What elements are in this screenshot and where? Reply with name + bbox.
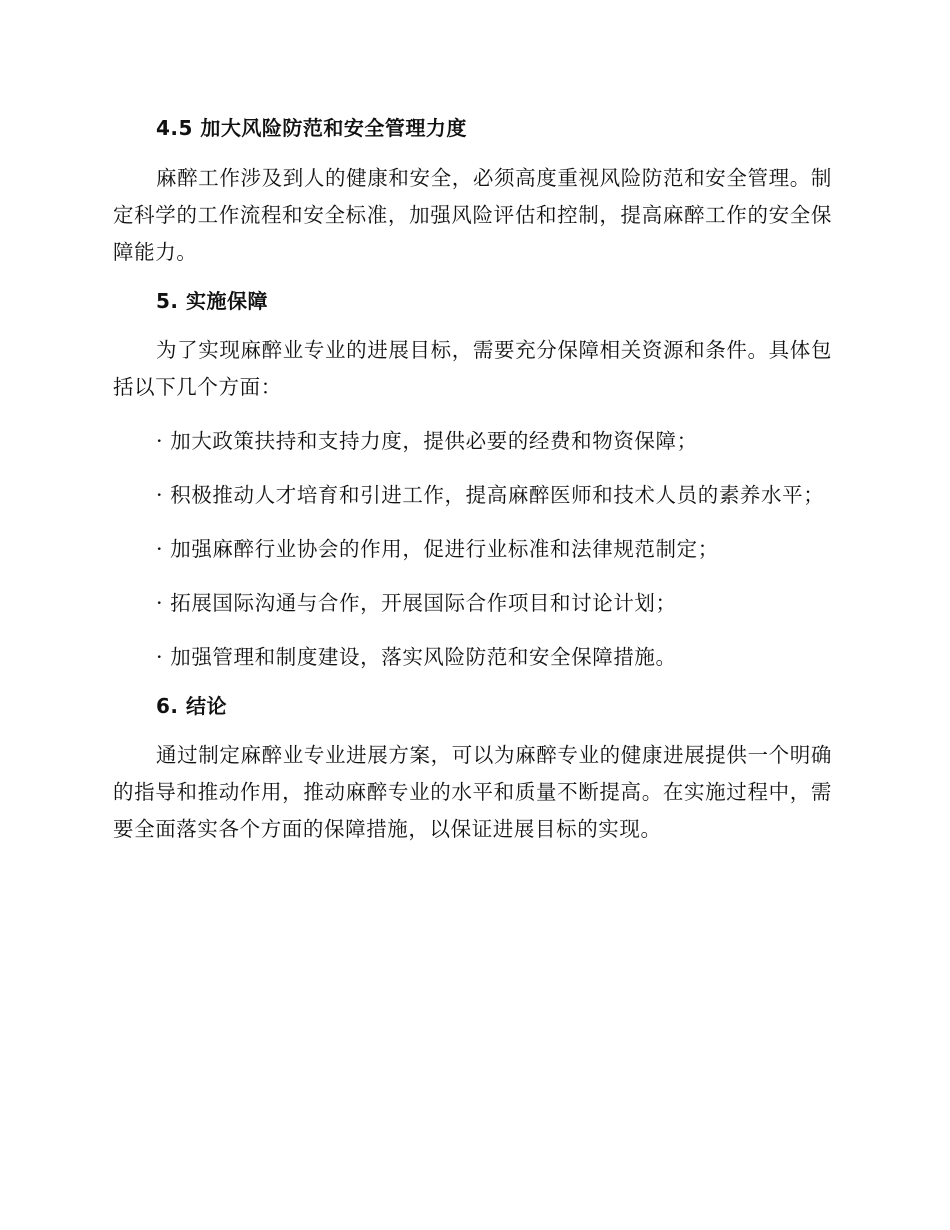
bullet-item: · 加大政策扶持和支持力度，提供必要的经费和物资保障； — [156, 429, 698, 453]
section-paragraph-4-5: 麻醉工作涉及到人的健康和安全，必须高度重视风险防范和安全管理。制定科学的工作流程和安全标准，加强风险评估和控制，提高麻醉工作的安全保障能力。 — [113, 166, 832, 264]
section-heading-4-5: 4.5 加大风险防范和安全管理力度 — [156, 116, 467, 140]
section-heading-5: 5. 实施保障 — [156, 289, 268, 313]
section-paragraph-5: 为了实现麻醉业专业的进展目标，需要充分保障相关资源和条件。具体包括以下几个方面： — [113, 338, 832, 399]
bullet-item: · 加强管理和制度建设，落实风险防范和安全保障措施。 — [156, 645, 677, 669]
bullet-item: · 拓展国际沟通与合作，开展国际合作项目和讨论计划； — [156, 591, 677, 615]
section-heading-6: 6. 结论 — [156, 694, 227, 718]
bullet-item: · 加强麻醉行业协会的作用，促进行业标准和法律规范制定； — [156, 537, 719, 561]
section-paragraph-6: 通过制定麻醉业专业进展方案，可以为麻醉专业的健康进展提供一个明确的指导和推动作用，推动麻醉专业的水平和质量不断提高。在实施过程中，需要全面落实各个方面的保障措施，以保证进展目标的实现。 — [113, 743, 832, 841]
bullet-item: · 积极推动人才培育和引进工作，提高麻醉医师和技术人员的素养水平； — [156, 483, 825, 507]
